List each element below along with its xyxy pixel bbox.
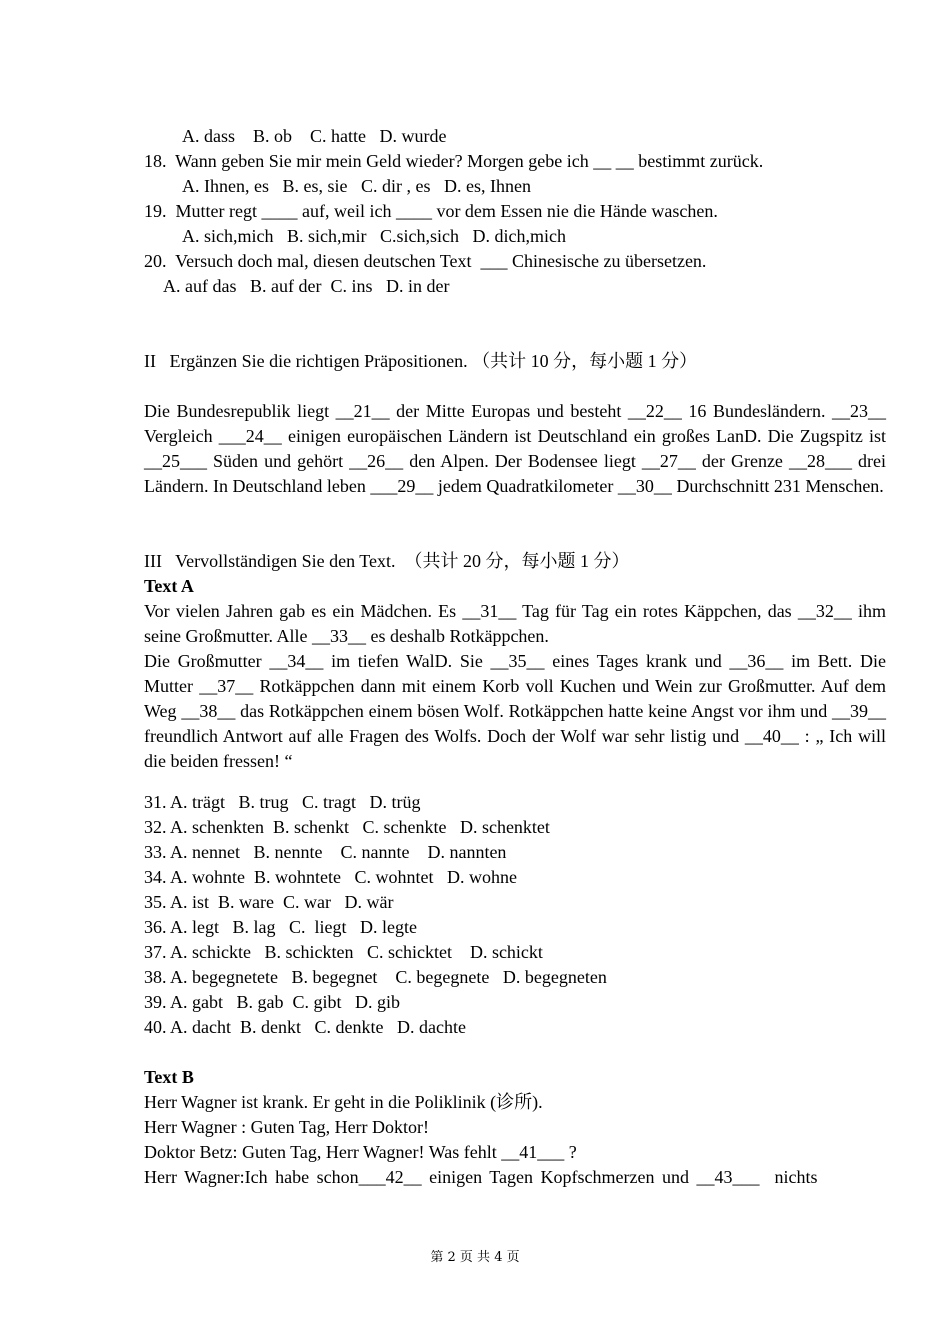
q19-question: 19. Mutter regt ____ auf, weil ich ____ vor dem Essen nie die Hände waschen. [144, 201, 718, 221]
part2-text: Die Bundesrepublik liegt __21__ der Mitte Europas und besteht __22__ 16 Bundesländern. __23__ Vergleich ___24__ einigen europäischen Ländern ist Deutschland ein großes LanD. Die Zugspitz ist __25___ Süden und gehört __26__ den Alpen. Der Bodensee liegt __27__ der Grenze __28___ drei Ländern. In Deutschland leben ___29__ jedem Quadratkilometer __30__ Durchschnitt 231 Menschen. [144, 401, 886, 496]
option-line-34: 34. A. wohnte B. wohntete C. wohntet D. wohne [144, 867, 517, 887]
part3-heading: III Vervollständigen Sie den Text. （共计 20 分，每小题 1 分） [144, 551, 630, 571]
text-a-options-list [144, 790, 886, 1040]
page-footer: 第 2 页 共 4 页 [430, 1250, 520, 1265]
q18-options: A. Ihnen, es B. es, sie C. dir , es D. es, Ihnen [182, 176, 531, 196]
option-line-31: 31. A. trägt B. trug C. tragt D. trüg [144, 792, 421, 812]
option-line-38: 38. A. begegnetete B. begegnet C. begegnete D. begegneten [144, 967, 607, 987]
option-line-37: 37. A. schickte B. schickten C. schicktet D. schickt [144, 942, 543, 962]
option-line-33: 33. A. nennet B. nennte C. nannte D. nannten [144, 842, 507, 862]
option-line-35: 35. A. ist B. ware C. war D. wär [144, 892, 394, 912]
option-line-36: 36. A. legt B. lag C. liegt D. legte [144, 917, 417, 937]
text-b-line-2: Herr Wagner : Guten Tag, Herr Doktor! [144, 1117, 430, 1137]
option-line-39: 39. A. gabt B. gab C. gibt D. gib [144, 992, 400, 1012]
option-line-40: 40. A. dacht B. denkt C. denkte D. dachte [144, 1017, 466, 1037]
text-a-title: Text A [144, 576, 194, 596]
text-b-line-3: Doktor Betz: Guten Tag, Herr Wagner! Was fehlt __41___ ? [144, 1142, 577, 1162]
text-b-title: Text B [144, 1067, 194, 1087]
document-page [144, 124, 886, 1190]
q18-question: 18. Wann geben Sie mir mein Geld wieder? Morgen gebe ich __ __ bestimmt zurück. [144, 151, 764, 171]
text-a-paragraph-2: Die Großmutter __34__ im tiefen WalD. Sie __35__ eines Tages krank und __36__ im Bett. Die Mutter __37__ Rotkäppchen dann mit einem Korb voll Kuchen und Wein zur Großmutter. Auf dem Weg __38__ das Rotkäppchen einem bösen Wolf. Rotkäppchen hatte keine Angst vor ihm und __39__ freundlich Antwort auf alle Fragen des Wolfs. Doch der Wolf war sehr listig und __40__ : „ Ich will die beiden fressen! “ [144, 651, 886, 771]
text-b-line-1: Herr Wagner ist krank. Er geht in die Poliklinik (诊所). [144, 1092, 543, 1112]
q20-options: A. auf das B. auf der C. ins D. in der [163, 276, 450, 296]
q17-options: A. dass B. ob C. hatte D. wurde [182, 126, 447, 146]
option-line-32: 32. A. schenkten B. schenkt C. schenkte D. schenktet [144, 817, 550, 837]
text-b-line-4: Herr Wagner:Ich habe schon___42__ einigen Tagen Kopfschmerzen und __43___ nichts [144, 1167, 818, 1187]
q20-question: 20. Versuch doch mal, diesen deutschen Text ___ Chinesische zu übersetzen. [144, 251, 707, 271]
text-a-paragraph-1: Vor vielen Jahren gab es ein Mädchen. Es __31__ Tag für Tag ein rotes Käppchen, das __32__ ihm seine Großmutter. Alle __33__ es deshalb Rotkäppchen. [144, 601, 886, 646]
q19-options: A. sich,mich B. sich,mir C.sich,sich D. dich,mich [182, 226, 566, 246]
part2-heading: II Ergänzen Sie die richtigen Präpositionen. （共计 10 分，每小题 1 分） [144, 351, 698, 371]
